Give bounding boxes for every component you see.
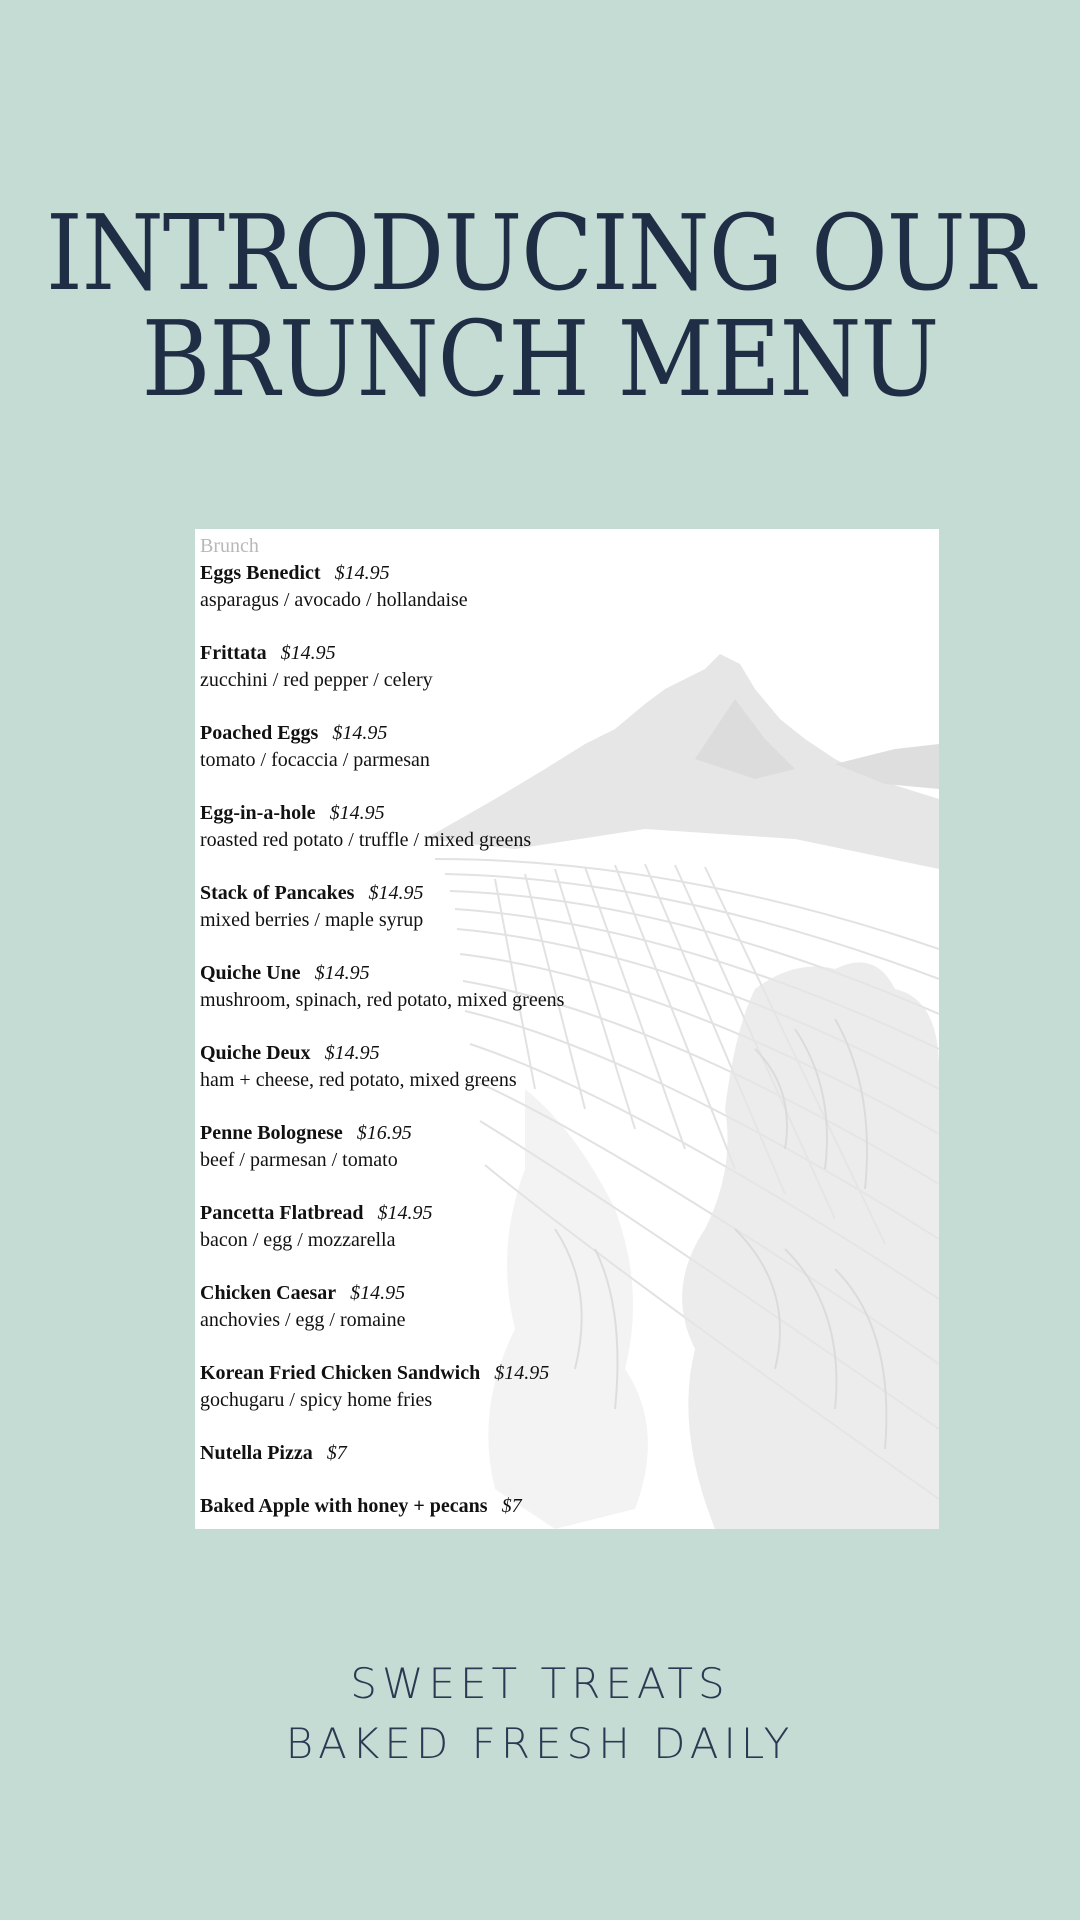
menu-item [200,1120,939,1174]
menu-item-price: $16.95 [356,1122,412,1144]
menu-item-description: mixed berries / maple syrup [200,909,424,931]
menu-item-name: Chicken Caesar [200,1282,337,1304]
menu-item-price: $14.95 [332,722,388,744]
menu-item-name: Poached Eggs [200,722,319,744]
menu-item-description: tomato / focaccia / parmesan [200,749,430,771]
menu-item-name: Penne Bolognese [200,1122,343,1144]
menu-item-name: Eggs Benedict [200,562,321,584]
menu-item-name: Frittata [200,642,267,664]
menu-item-name: Korean Fried Chicken Sandwich [200,1362,481,1384]
menu-item-price: $7 [501,1495,522,1517]
menu-item-price: $14.95 [494,1362,550,1384]
headline-line-1: INTRODUCING OUR [45,192,1035,314]
menu-item-name: Nutella Pizza [200,1442,313,1464]
menu-item-price: $14.95 [334,562,390,584]
menu-item [200,1440,939,1467]
menu-item-price: $14.95 [350,1282,406,1304]
menu-item-name: Quiche Une [200,962,301,984]
menu-item [200,880,939,934]
menu-item-name: Baked Apple with honey + pecans [200,1495,488,1517]
menu-item-name: Egg-in-a-hole [200,802,316,824]
tagline-line-2: BAKED FRESH DAILY [285,1719,795,1768]
menu-item-price: $14.95 [329,802,385,824]
menu-card [195,529,939,1529]
menu-item-description: anchovies / egg / romaine [200,1309,406,1331]
menu-item-price: $14.95 [280,642,336,664]
menu-item [200,1280,939,1334]
menu-item [200,800,939,854]
menu-item-description: asparagus / avocado / hollandaise [200,589,468,611]
menu-item [200,640,939,694]
menu-item [200,1360,939,1414]
menu-item-name: Pancetta Flatbread [200,1202,364,1224]
menu-item-description: gochugaru / spicy home fries [200,1389,433,1411]
menu-item-description: mushroom, spinach, red potato, mixed greens [200,989,565,1011]
headline [0,192,1080,420]
menu-item-price: $14.95 [368,882,424,904]
menu-item-description: bacon / egg / mozzarella [200,1229,396,1251]
menu-item [200,960,939,1014]
menu-item-description: zucchini / red pepper / celery [200,669,433,691]
menu-item-price: $14.95 [377,1202,433,1224]
tagline-line-1: SWEET TREATS [350,1659,730,1708]
menu-item [200,1040,939,1094]
menu-item-name: Quiche Deux [200,1042,311,1064]
menu-item-name: Stack of Pancakes [200,882,355,904]
menu-content [195,529,939,1520]
menu-item [200,560,939,614]
menu-item-price: $7 [326,1442,347,1464]
menu-item-description: roasted red potato / truffle / mixed greens [200,829,532,851]
headline-line-2: BRUNCH MENU [141,298,939,420]
menu-item [200,1200,939,1254]
menu-section-label: Brunch [200,535,259,557]
menu-item-price: $14.95 [324,1042,380,1064]
menu-item [200,720,939,774]
tagline [0,1654,1080,1774]
menu-item-description: beef / parmesan / tomato [200,1149,398,1171]
menu-item [200,1493,939,1520]
menu-item-description: ham + cheese, red potato, mixed greens [200,1069,517,1091]
menu-item-price: $14.95 [314,962,370,984]
